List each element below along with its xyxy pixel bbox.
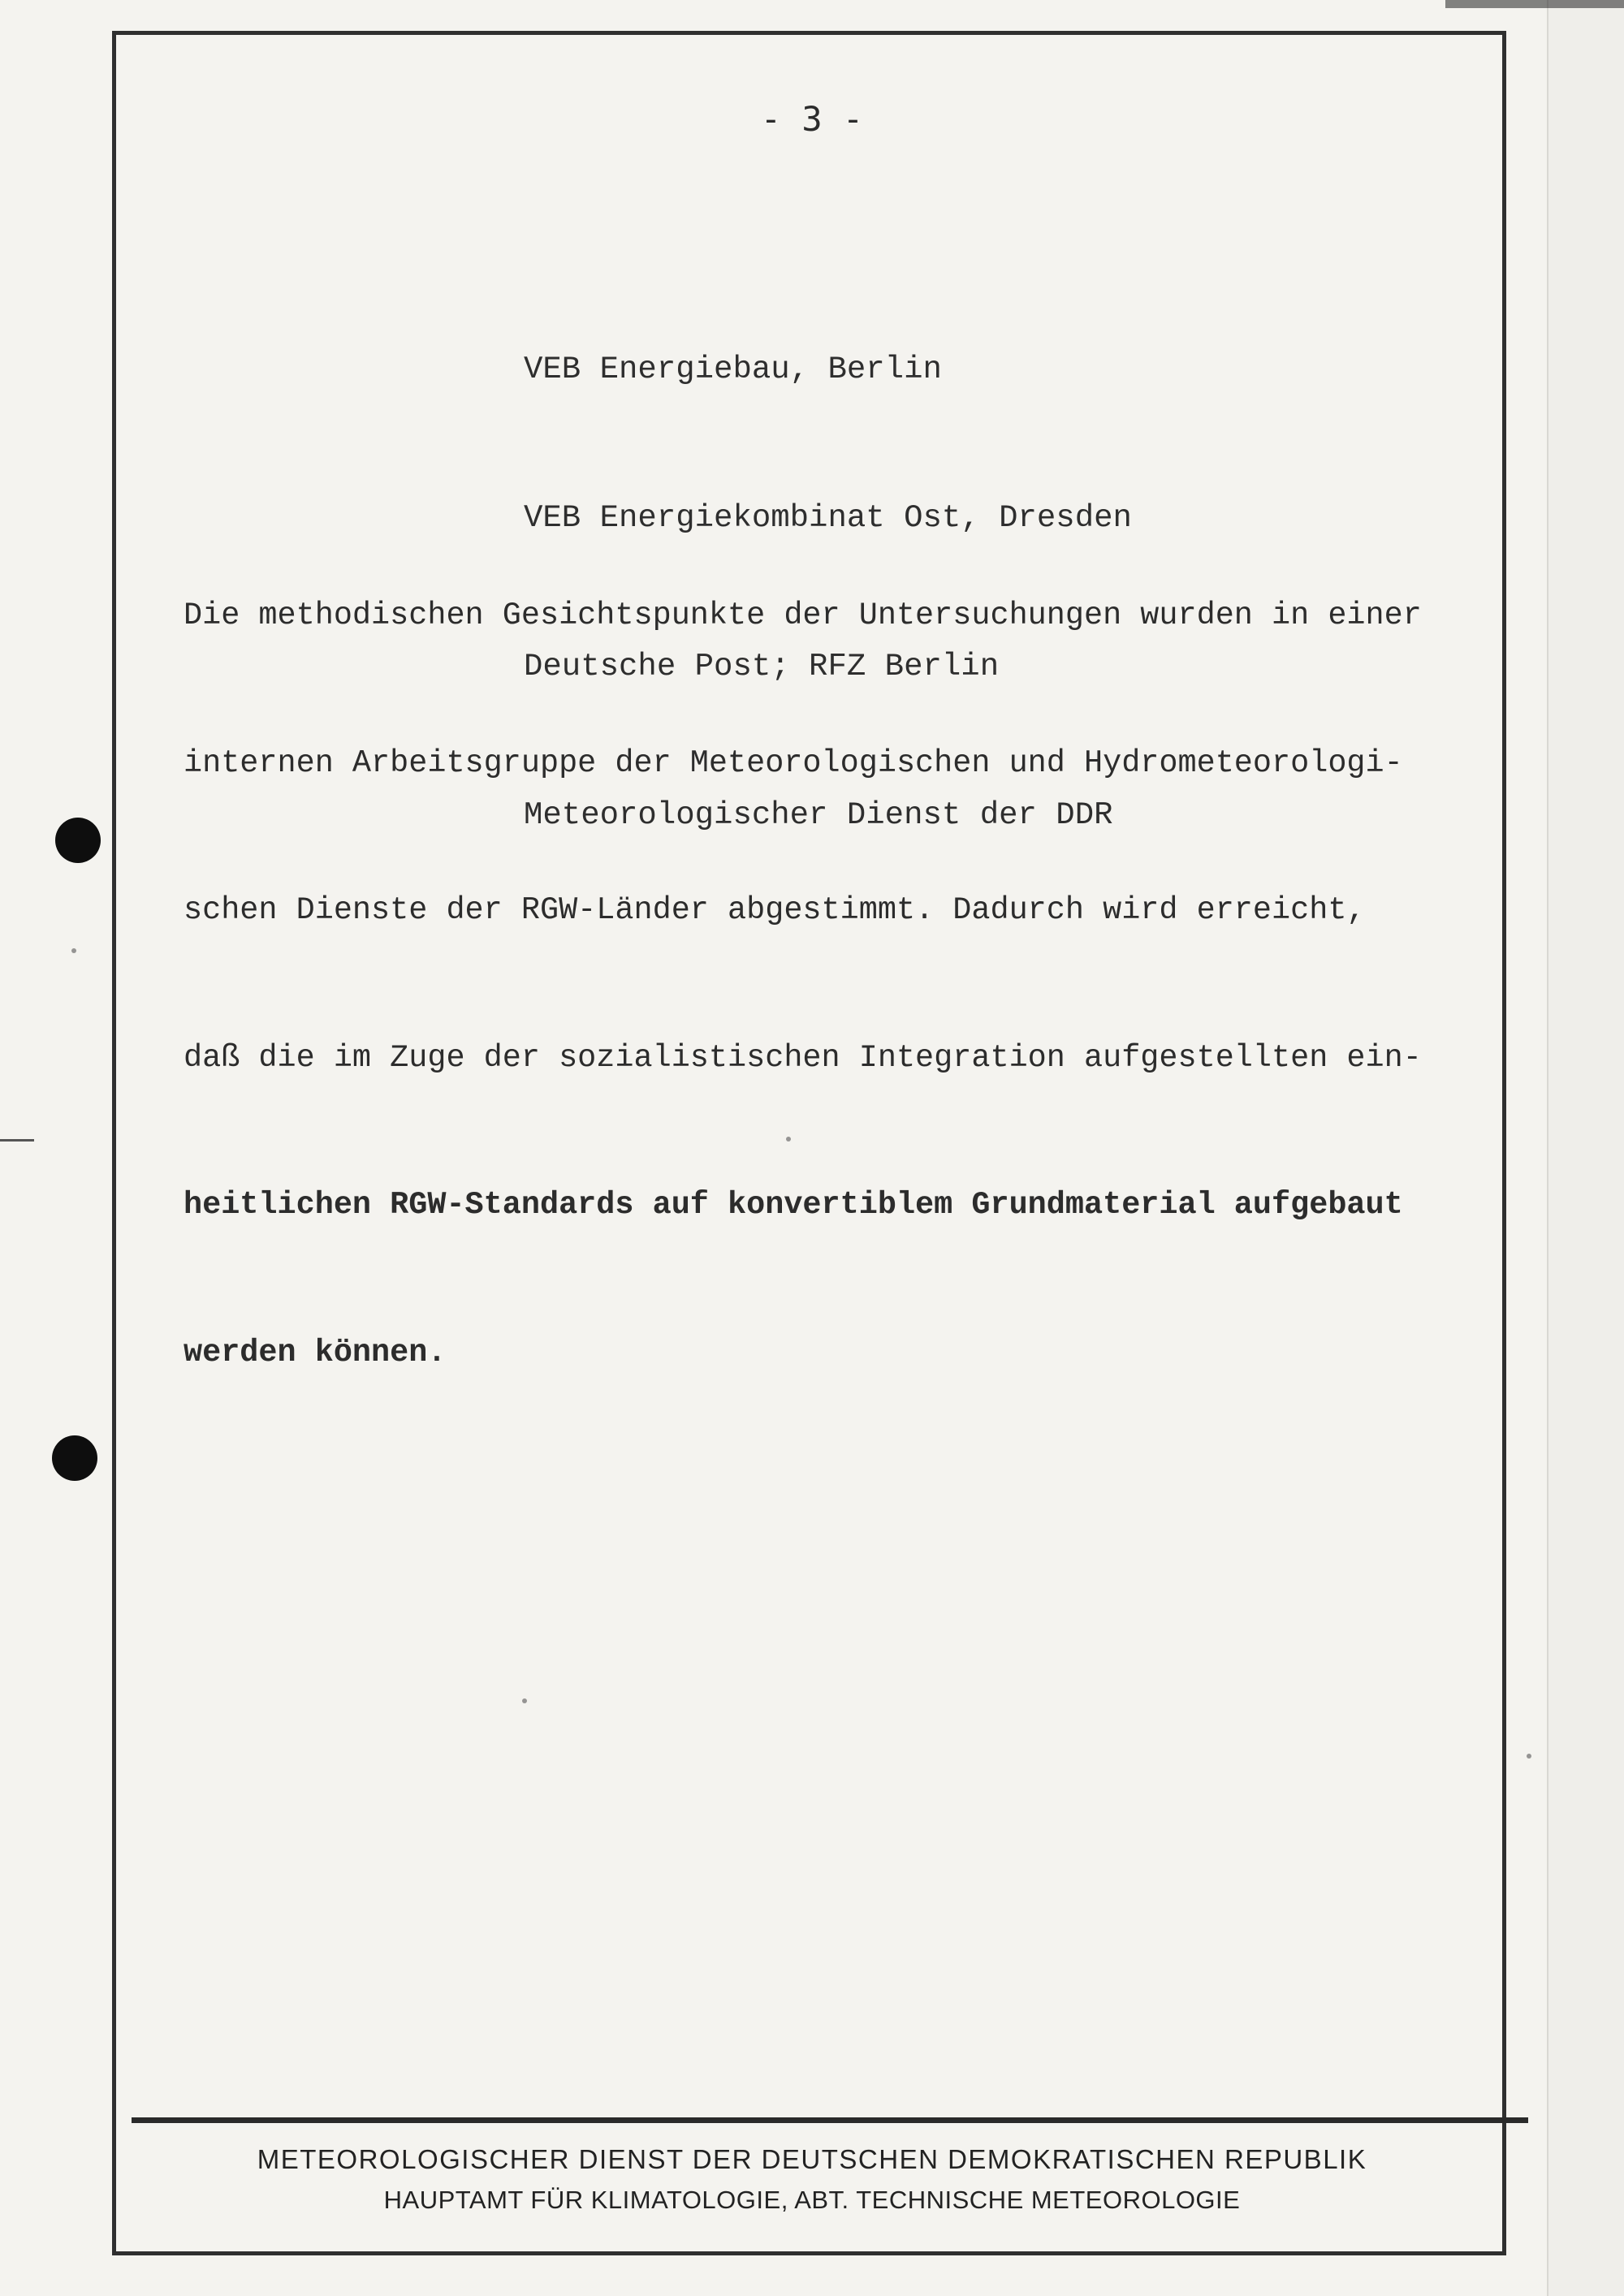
margin-mark bbox=[0, 1139, 34, 1142]
paragraph-line: daß die im Zuge der sozialistischen Integration aufgestellten ein- bbox=[184, 1039, 1422, 1076]
paragraph-line: schen Dienste der RGW-Länder abgestimmt. Dadurch wird erreicht, bbox=[184, 892, 1366, 928]
page-number: - 3 - bbox=[760, 99, 864, 139]
footer-rule bbox=[132, 2117, 1528, 2123]
body-paragraph bbox=[184, 493, 1515, 1426]
scan-speck bbox=[1527, 1754, 1531, 1759]
punch-hole bbox=[52, 1435, 97, 1481]
footer-department: HAUPTAMT FÜR KLIMATOLOGIE, ABT. TECHNISCHE METEOROLOGIE bbox=[383, 2186, 1241, 2214]
addressee-line: VEB Energiebau, Berlin bbox=[524, 352, 942, 387]
paragraph-line: internen Arbeitsgruppe der Meteorologischen und Hydrometeorologi- bbox=[184, 744, 1403, 781]
scan-shadow bbox=[1445, 0, 1624, 8]
paragraph-line: Die methodischen Gesichtspunkte der Untersuchungen wurden in einer bbox=[184, 598, 1422, 633]
page-edge bbox=[1547, 0, 1624, 2296]
scan-speck bbox=[71, 948, 76, 953]
addressee-line: Deutsche Post; RFZ Berlin bbox=[524, 649, 1000, 684]
footer-institution: METEOROLOGISCHER DIENST DER DEUTSCHEN DEMOKRATISCHEN REPUBLIK bbox=[257, 2144, 1367, 2174]
addressee-line: Meteorologischer Dienst der DDR bbox=[524, 797, 1113, 833]
paragraph-line: heitlichen RGW-Standards auf konvertiblem Grundmaterial aufgebaut bbox=[184, 1187, 1403, 1223]
paragraph-line: werden können. bbox=[184, 1334, 447, 1370]
scan-speck bbox=[786, 1137, 791, 1142]
addressee-line: VEB Energiekombinat Ost, Dresden bbox=[524, 500, 1132, 536]
punch-hole bbox=[55, 818, 101, 863]
scan-speck bbox=[522, 1698, 527, 1703]
